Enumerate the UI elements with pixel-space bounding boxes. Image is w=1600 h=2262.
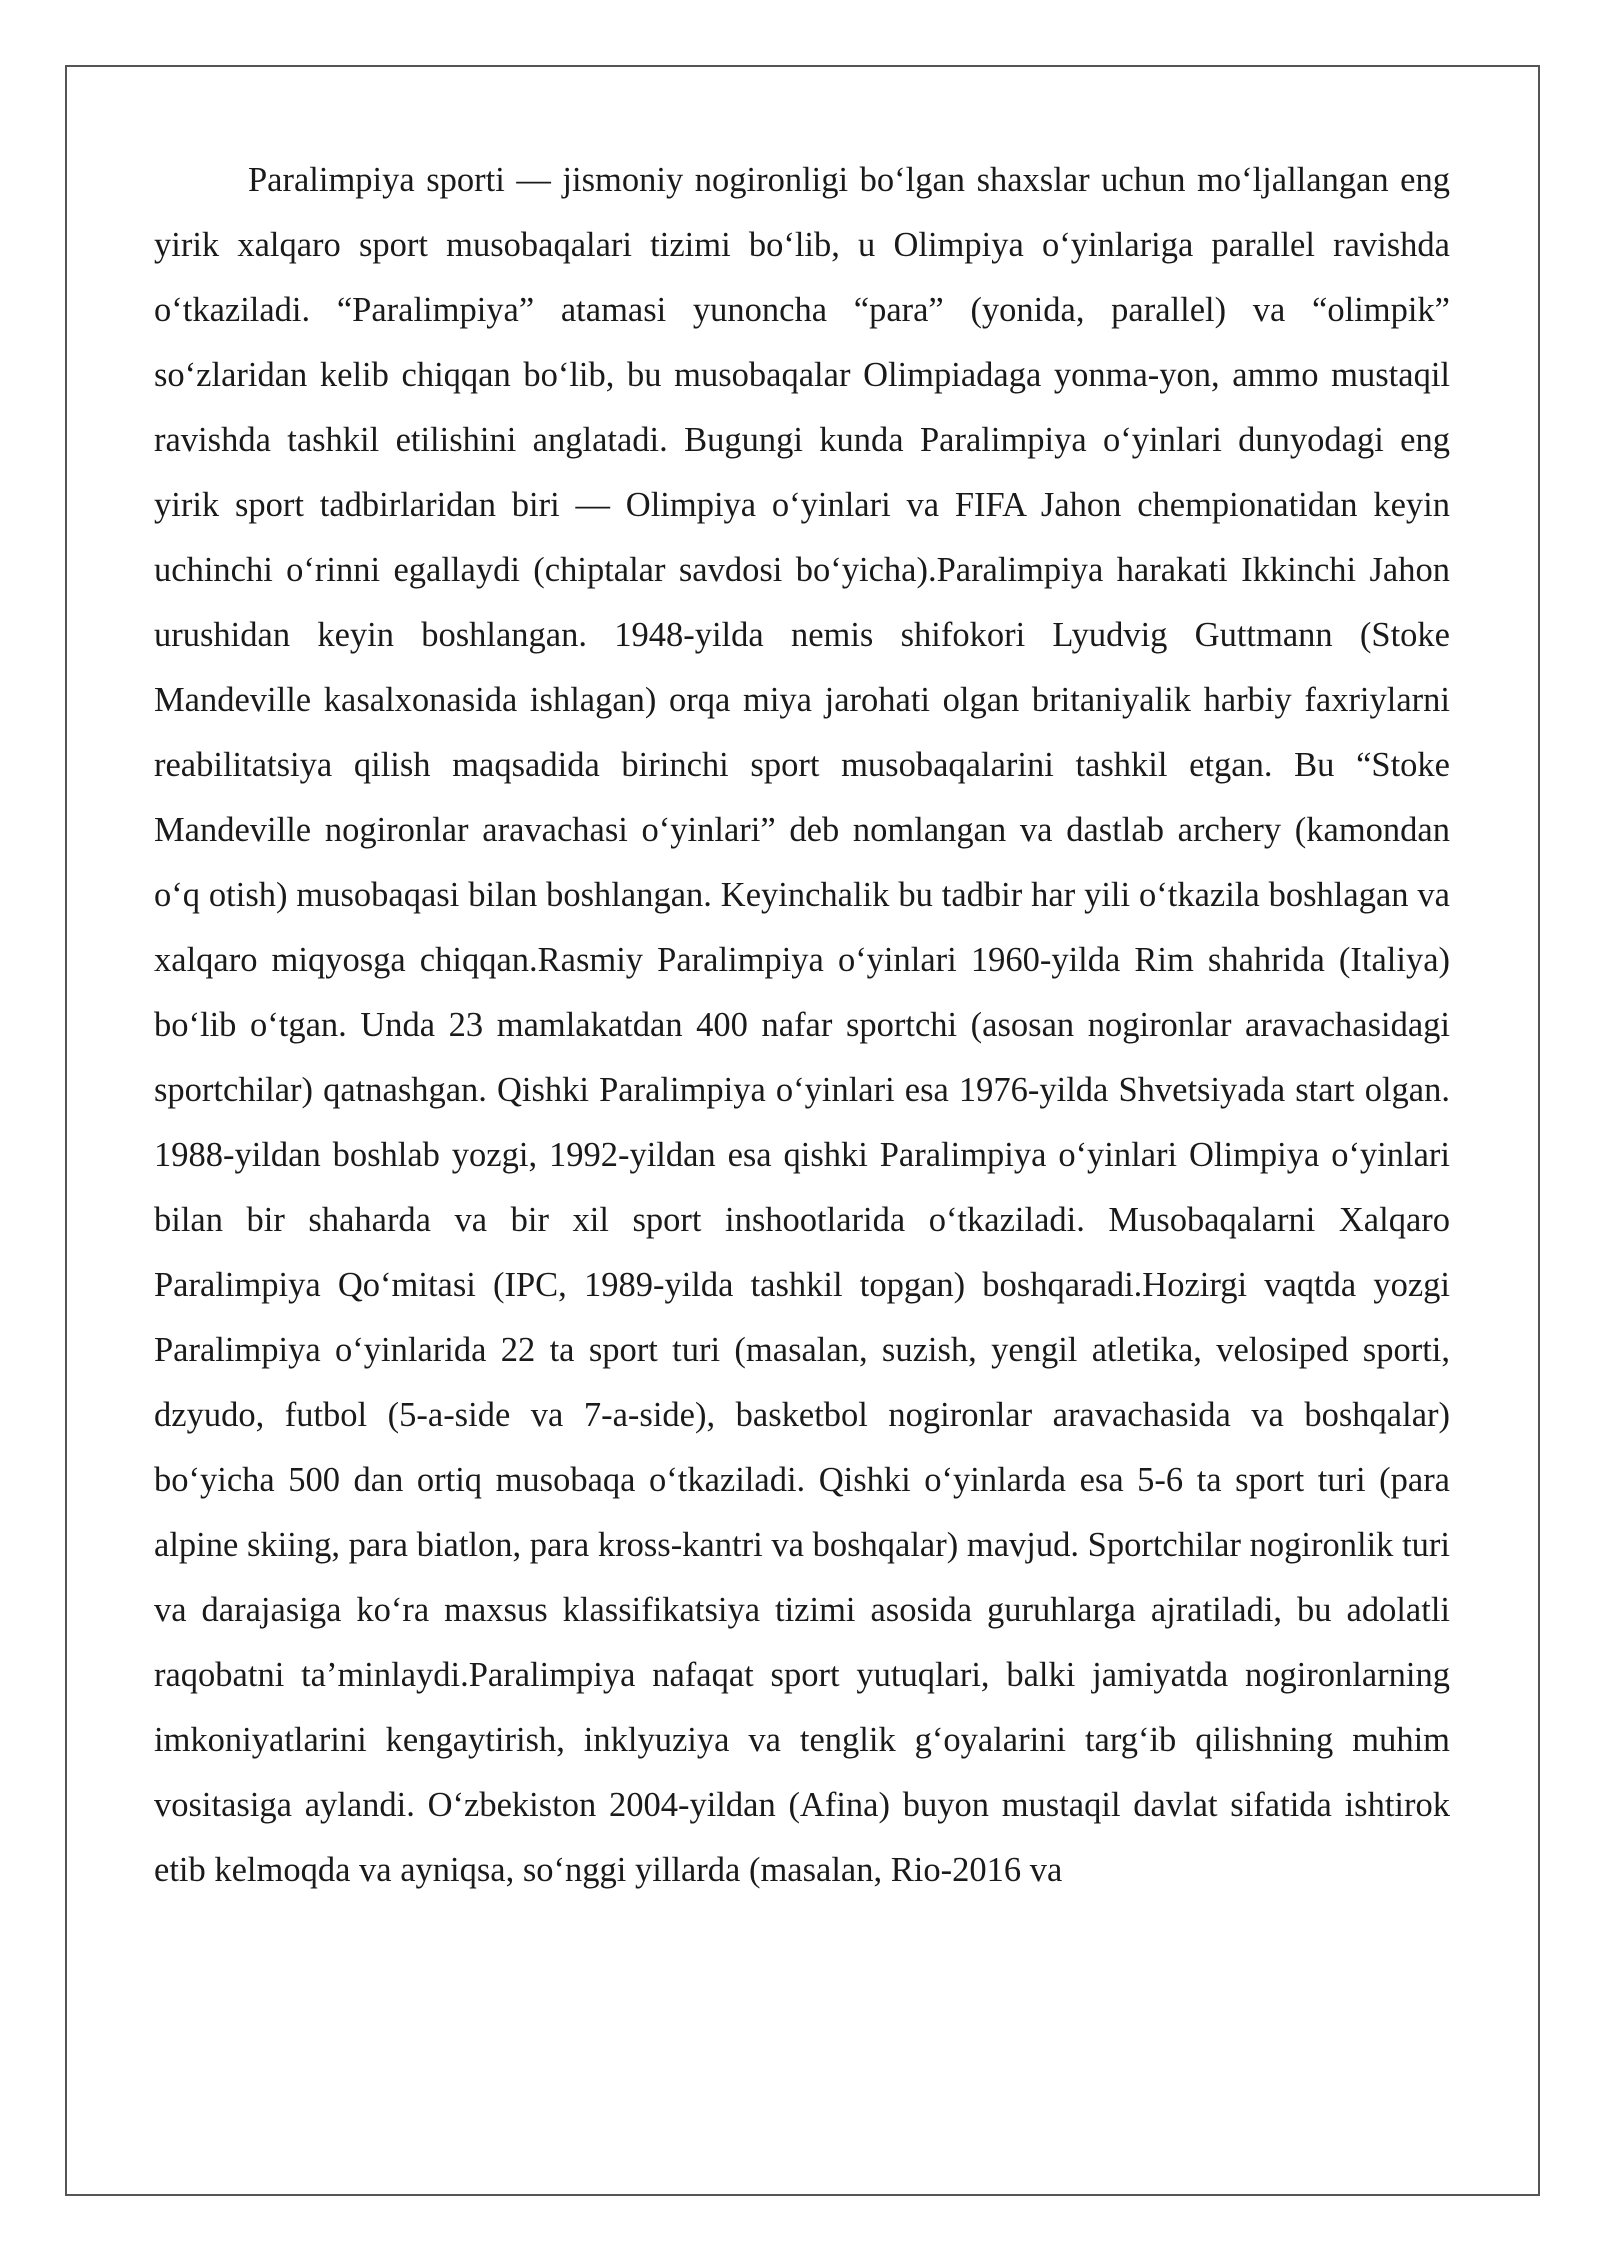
document-body bbox=[154, 148, 1450, 1903]
body-paragraph: Paralimpiya sporti — jismoniy nogironligi bo‘lgan shaxslar uchun mo‘ljallangan eng yirik xalqaro sport musobaqalari tizimi bo‘lib, u Olimpiya o‘yinlariga parallel ravishda o‘tkaziladi. “Paralimpiya” atamasi yunoncha “para” (yonida, parallel) va “olimpik” so‘zlaridan kelib chiqqan bo‘lib, bu musobaqalar Olimpiadaga yonma-yon, ammo mustaqil ravishda tashkil etilishini anglatadi. Bugungi kunda Paralimpiya o‘yinlari dunyodagi eng yirik sport tadbirlaridan biri — Olimpiya o‘yinlari va FIFA Jahon chempionatidan keyin uchinchi o‘rinni egallaydi (chiptalar savdosi bo‘yicha).Paralimpiya harakati Ikkinchi Jahon urushidan keyin boshlangan. 1948-yilda nemis shifokori Lyudvig Guttmann (Stoke Mandeville kasalxonasida ishlagan) orqa miya jarohati olgan britaniyalik harbiy faxriylarni reabilitatsiya qilish maqsadida birinchi sport musobaqalarini tashkil etgan. Bu “Stoke Mandeville nogironlar aravachasi o‘yinlari” deb nomlangan va dastlab archery (kamondan o‘q otish) musobaqasi bilan boshlangan. Keyinchalik bu tadbir har yili o‘tkazila boshlagan va xalqaro miqyosga chiqqan.Rasmiy Paralimpiya o‘yinlari 1960-yilda Rim shahrida (Italiya) bo‘lib o‘tgan. Unda 23 mamlakatdan 400 nafar sportchi (asosan nogironlar aravachasidagi sportchilar) qatnashgan. Qishki Paralimpiya o‘yinlari esa 1976-yilda Shvetsiyada start olgan. 1988-yildan boshlab yozgi, 1992-yildan esa qishki Paralimpiya o‘yinlari Olimpiya o‘yinlari bilan bir shaharda va bir xil sport inshootlarida o‘tkaziladi. Musobaqalarni Xalqaro Paralimpiya Qo‘mitasi (IPC, 1989-yilda tashkil topgan) boshqaradi.Hozirgi vaqtda yozgi Paralimpiya o‘yinlarida 22 ta sport turi (masalan, suzish, yengil atletika, velosiped sporti, dzyudo, futbol (5-a-side va 7-a-side), basketbol nogironlar aravachasida va boshqalar) bo‘yicha 500 dan ortiq musobaqa o‘tkaziladi. Qishki o‘yinlarda esa 5-6 ta sport turi (para alpine skiing, para biatlon, para kross-kantri va boshqalar) mavjud. Sportchilar nogironlik turi va darajasiga ko‘ra maxsus klassifikatsiya tizimi asosida guruhlarga ajratiladi, bu adolatli raqobatni ta’minlaydi.Paralimpiya nafaqat sport yutuqlari, balki jamiyatda nogironlarning imkoniyatlarini kengaytirish, inklyuziya va tenglik g‘oyalarini targ‘ib qilishning muhim vositasiga aylandi. O‘zbekiston 2004-yildan (Afina) buyon mustaqil davlat sifatida ishtirok etib kelmoqda va ayniqsa, so‘nggi yillarda (masalan, Rio-2016 va bbox=[154, 161, 1450, 1889]
